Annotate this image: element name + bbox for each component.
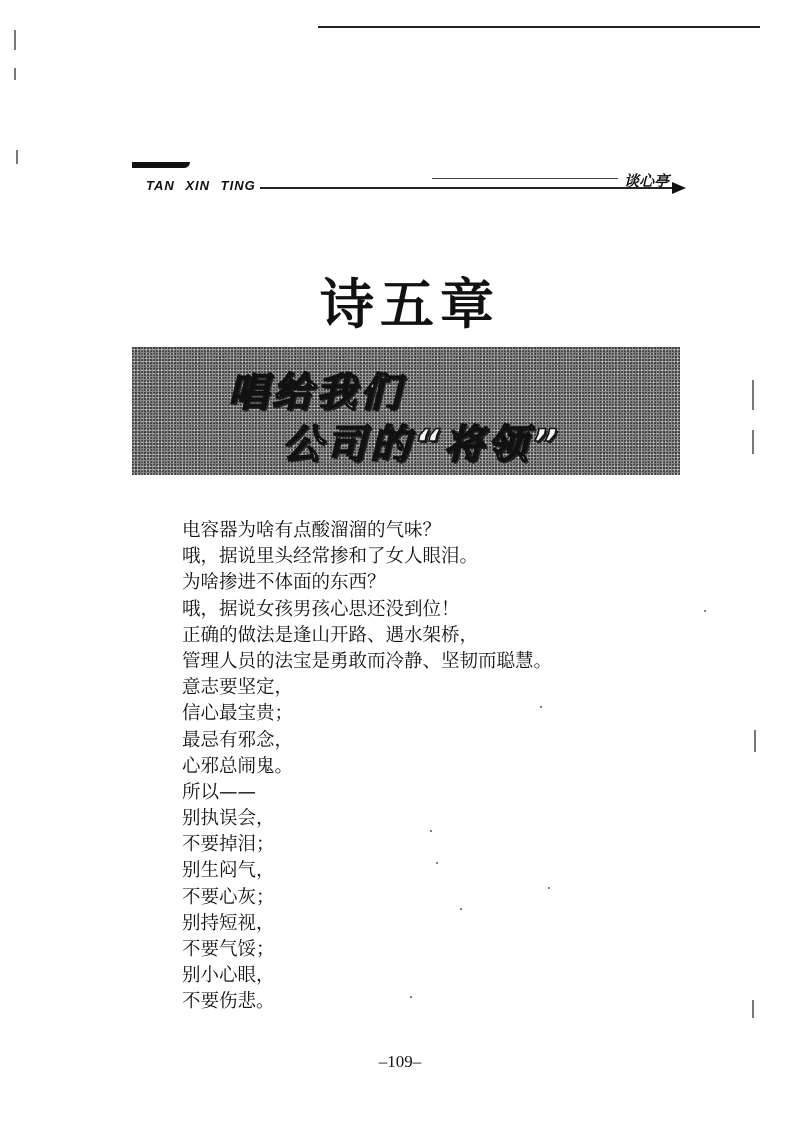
scan-edge-mark — [752, 1000, 754, 1018]
top-rule — [318, 26, 760, 28]
scan-edge-mark — [752, 430, 754, 454]
subtitle-banner — [132, 347, 680, 475]
header-rule-upper — [432, 178, 618, 179]
poem-line: 不要心灰； — [182, 886, 275, 908]
poem-line: 别小心眼， — [182, 965, 275, 987]
poem-line: 电容器为啥有点酸溜溜的气味？ — [182, 520, 442, 541]
scan-edge-mark — [752, 380, 754, 410]
poem-line: 哦，据说里头经常掺和了女人眼泪。 — [182, 546, 479, 568]
poem-line: 正确的做法是逢山开路、遇水架桥， — [182, 624, 479, 646]
poem-line: 意志要坚定， — [182, 677, 294, 699]
scan-speck — [548, 887, 550, 889]
poem-line: 别生闷气， — [182, 860, 275, 882]
poem-line: 信心最宝贵； — [182, 703, 294, 725]
scan-edge-mark — [16, 150, 18, 164]
scan-speck — [430, 830, 432, 832]
scan-edge-mark — [14, 30, 16, 50]
poem-line: 为啥掺进不体面的东西？ — [182, 572, 386, 594]
page-number: –109– — [378, 1052, 422, 1071]
poem-line: 所以—— — [182, 781, 257, 803]
scan-edge-mark — [14, 68, 16, 80]
scan-speck — [704, 610, 706, 612]
header-chinese-title: 谈心亭 — [624, 172, 670, 190]
poem-line: 心邪总闹鬼。 — [182, 755, 294, 777]
poem-line: 别持短视， — [182, 912, 275, 934]
poem-line: 不要伤悲。 — [182, 991, 275, 1013]
poem-line: 管理人员的法宝是勇敢而冷静、坚韧而聪慧。 — [182, 650, 553, 672]
banner-line-2: 公司的“将领” — [282, 422, 562, 468]
running-header — [132, 162, 692, 202]
scan-speck — [460, 908, 462, 910]
scan-edge-mark — [754, 730, 756, 752]
poem-line: 哦，据说女孩男孩心思还没到位！ — [182, 598, 460, 620]
scan-speck — [540, 706, 542, 708]
arrow-right-icon — [672, 182, 686, 194]
scan-speck — [410, 996, 412, 998]
header-rule — [260, 187, 676, 189]
scan-speck — [436, 862, 438, 864]
poem-line: 不要掉泪； — [182, 834, 275, 856]
page-title: 诗五章 — [320, 272, 500, 336]
header-english-title: TAN XIN TING — [146, 178, 256, 193]
banner-line-1: 唱给我们 — [228, 370, 404, 416]
header-swoosh-ornament — [132, 162, 190, 168]
poem-line: 最忌有邪念， — [182, 729, 294, 751]
poem-body — [182, 518, 642, 1016]
poem-line: 不要气馁； — [182, 939, 275, 960]
poem-line: 别执误会， — [182, 808, 275, 830]
